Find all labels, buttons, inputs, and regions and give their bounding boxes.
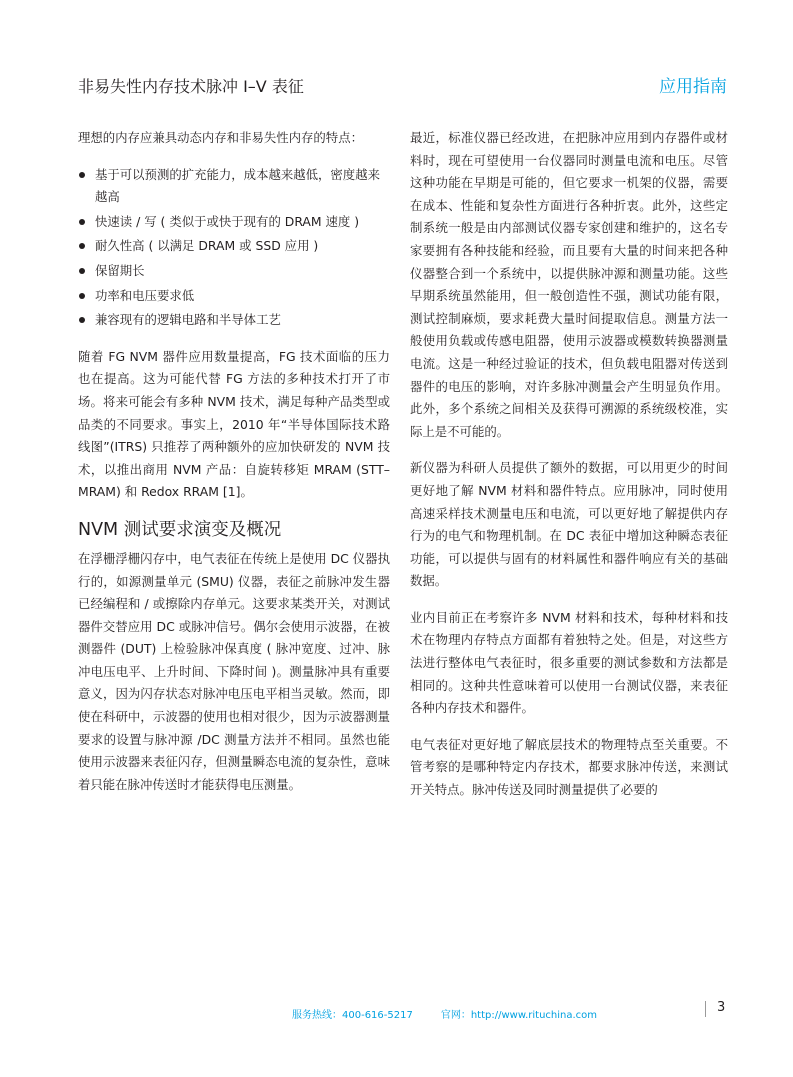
section-label: 应用指南 bbox=[659, 77, 727, 97]
list-item: 耐久性高 ( 以满足 DRAM 或 SSD 应用 ) bbox=[78, 235, 390, 258]
website-link[interactable]: 官网：http://www.rituchina.com bbox=[440, 1010, 598, 1021]
body-paragraph: 电气表征对更好地了解底层技术的物理特点至关重要。不管考察的是哪种特定内存技术，都要求脉冲传送，来测试开关特点。脉冲传送及同时测量提供了必要的 bbox=[410, 736, 728, 798]
page-number-divider bbox=[705, 1001, 706, 1017]
body-paragraph: 业内目前正在考察许多 NVM 材料和技术，每种材料和技术在物理内存特点方面都有着独特之处。但是，对这些方法进行整体电气表征时，很多重要的测试参数和方法都是相同的。这种共性意味着可以使用一台测试仪器，来表征各种内存技术和器件。 bbox=[410, 609, 728, 716]
section-heading: NVM 测试要求演变及概况 bbox=[78, 519, 282, 540]
list-item: 保留期长 bbox=[78, 260, 390, 283]
list-item: 基于可以预测的扩充能力，成本越来越低，密度越来越高 bbox=[78, 164, 390, 209]
left-column bbox=[78, 127, 390, 810]
body-paragraph: 在浮栅浮栅闪存中，电气表征在传统上是使用 DC 仪器执行的，如源测量单元 (SMU) 仪器，表征之前脉冲发生器已经编程和 / 或擦除内存单元。这要求某类开关，对测试器件交替应用 DC 或脉冲信号。偶尔会使用示波器，在被测器件 (DUT) 上检验脉冲保真度 ( 脉冲宽度、过冲、脉冲电压电平、上升时间、下降时间 )。测量脉冲具有重要意义，因为闪存状态对脉冲电压电平相当灵敏。然而，即使在科研中，示波器的使用也相对很少，因为示波器测量要求的设置与脉冲源 /DC 测量方法并不相同。虽然也能使用示波器来表征闪存，但测量瞬态电流的复杂性，意味着只能在脉冲传送时才能获得电压测量。 bbox=[78, 550, 390, 792]
document-title: 非易失性内存技术脉冲 I–V 表征 bbox=[78, 77, 304, 96]
list-item: 快速读 / 写 ( 类似于或快于现有的 DRAM 速度 ) bbox=[78, 211, 390, 234]
feature-list bbox=[78, 164, 390, 332]
footer-contact bbox=[292, 1006, 603, 1021]
intro-paragraph: 理想的内存应兼具动态内存和非易失性内存的特点： bbox=[78, 130, 363, 145]
list-item: 功率和电压要求低 bbox=[78, 285, 390, 308]
body-paragraph: 最近，标准仪器已经改进，在把脉冲应用到内存器件或材料时，现在可望使用一台仪器同时测量电流和电压。尽管这种功能在早期是可能的，但它要求一机架的仪器，需要在成本、性能和复杂性方面进行各种折衷。此外，这些定制系统一般是由内部测试仪器专家创建和维护的，这名专家要拥有各种技能和经验，而且要有大量的时间来把各种仪器整合到一个系统中，以提供脉冲源和测量功能。这些早期系统虽然能用，但一般创造性不强，测试功能有限，测试控制麻烦，要求耗费大量时间提取信息。测量方法一般使用负载或传感电阻器，使用示波器或模数转换器测量电流。这是一种经过验证的技术，但负载电阻器对传送到器件的电压的影响，对许多脉冲测量会产生明显负作用。此外，多个系统之间相关及获得可溯源的系统级校准，实际上是不可能的。 bbox=[410, 130, 728, 439]
list-item: 兼容现有的逻辑电路和半导体工艺 bbox=[78, 309, 390, 332]
right-column bbox=[410, 127, 728, 816]
page-number: 3 bbox=[717, 1000, 726, 1015]
body-paragraph: 随着 FG NVM 器件应用数量提高，FG 技术面临的压力也在提高。这为可能代替 FG 方法的多种技术打开了市场。将来可能会有多种 NVM 技术，满足每种产品类型或品类的不同要求。事实上，2010 年“半导体国际技术路线图”(ITRS) 只推荐了两种额外的应加快研发的 NVM 技术，以推出商用 NVM 产品：自旋转移矩 MRAM (STT–MRAM) 和 Redox RRAM [1]。 bbox=[78, 348, 390, 500]
hotline-text: 服务热线：400-616-5217 bbox=[292, 1010, 413, 1021]
body-paragraph: 新仪器为科研人员提供了额外的数据，可以用更少的时间更好地了解 NVM 材料和器件特点。应用脉冲，同时使用高速采样技术测量电压和电流，可以更好地了解提供内存行为的电气和物理机制。在 DC 表征中增加这种瞬态表征功能，可以提供与固有的材料属性和器件响应有关的基础数据。 bbox=[410, 460, 728, 589]
